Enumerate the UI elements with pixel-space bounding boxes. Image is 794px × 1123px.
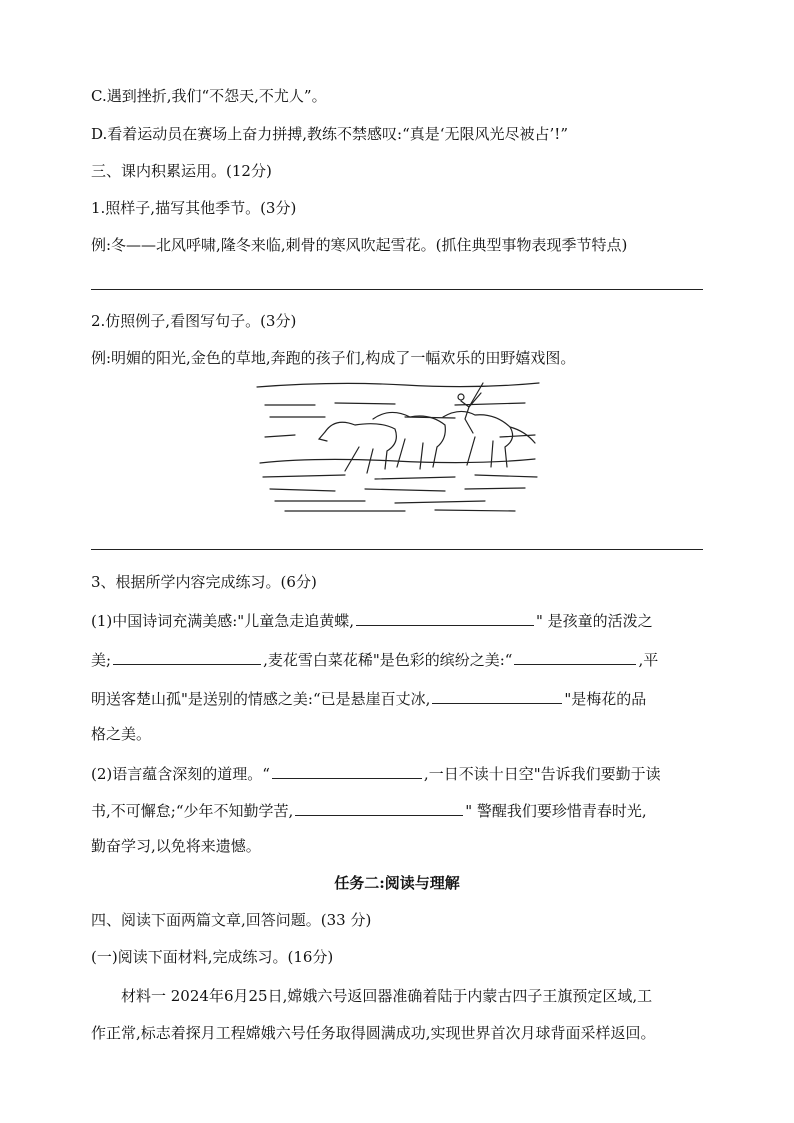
- question-2-example: 例:明媚的阳光,金色的草地,奔跑的孩子们,构成了一幅欢乐的田野嬉戏图。: [91, 349, 576, 367]
- text-segment: 书,不可懈怠;“少年不知勤学苦,: [91, 802, 294, 820]
- q3-1-line-2: [91, 648, 658, 670]
- text-segment: ,平: [638, 651, 659, 669]
- answer-line-1[interactable]: [91, 289, 703, 290]
- fill-blank-5[interactable]: [272, 762, 422, 779]
- text-segment: (1)中国诗词充满美感:"儿童急走追黄蝶,: [91, 612, 354, 630]
- q3-1-line-4: 格之美。: [91, 725, 152, 743]
- question-1: 1.照样子,描写其他季节。(3分): [91, 199, 297, 217]
- text-segment: ,麦花雪白菜花稀"是色彩的缤纷之美:“: [263, 651, 513, 669]
- text-segment: "是梅花的品: [564, 690, 647, 708]
- horses-picture: [255, 377, 541, 517]
- material-1-line-2: 作正常,标志着探月工程嫦娥六号任务取得圆满成功,实现世界首次月球背面采样返回。: [91, 1024, 656, 1042]
- question-1-example: 例:冬——北风呼啸,隆冬来临,刺骨的寒风吹起雪花。(抓住典型事物表现季节特点): [91, 236, 628, 254]
- fill-blank-1[interactable]: [356, 609, 534, 626]
- text-segment: " 是孩童的活泼之: [535, 612, 653, 630]
- text-segment: 美;: [91, 651, 112, 669]
- material-1-line-1: 材料一 2024年6月25日,嫦娥六号返回器准确着陆于内蒙古四子王旗预定区域,工: [121, 987, 653, 1005]
- q3-2-line-3: 勤奋学习,以免将来遗憾。: [91, 837, 261, 855]
- q3-2-line-2: [91, 799, 647, 821]
- text-segment: (2)语言蕴含深刻的道理。“: [91, 765, 270, 783]
- part-1-title: (一)阅读下面材料,完成练习。(16分): [91, 948, 334, 966]
- q3-1-line-1: [91, 609, 653, 631]
- fill-blank-3[interactable]: [514, 648, 636, 665]
- fill-blank-2[interactable]: [113, 648, 261, 665]
- section-3-title: 三、课内积累运用。(12分): [91, 162, 272, 180]
- text-segment: 明送客楚山孤"是送别的情感之美:“已是悬崖百丈冰,: [91, 690, 431, 708]
- task-2-heading: 任务二:阅读与理解: [334, 874, 460, 892]
- option-c: C.遇到挫折,我们“不怨天,不尤人”。: [91, 87, 327, 105]
- q3-1-line-3: [91, 687, 646, 709]
- fill-blank-6[interactable]: [295, 799, 463, 816]
- question-2: 2.仿照例子,看图写句子。(3分): [91, 312, 297, 330]
- section-4-title: 四、阅读下面两篇文章,回答问题。(33 分): [91, 911, 372, 929]
- fill-blank-4[interactable]: [432, 687, 562, 704]
- option-d: D.看着运动员在赛场上奋力拼搏,教练不禁感叹:“真是‘无限风光尽被占’!”: [91, 125, 568, 143]
- question-3: 3、根据所学内容完成练习。(6分): [91, 573, 317, 591]
- text-segment: " 警醒我们要珍惜青春时光,: [465, 802, 647, 820]
- text-segment: ,一日不读十日空"告诉我们要勤于读: [423, 765, 661, 783]
- q3-2-line-1: [91, 762, 661, 784]
- answer-line-2[interactable]: [91, 549, 703, 550]
